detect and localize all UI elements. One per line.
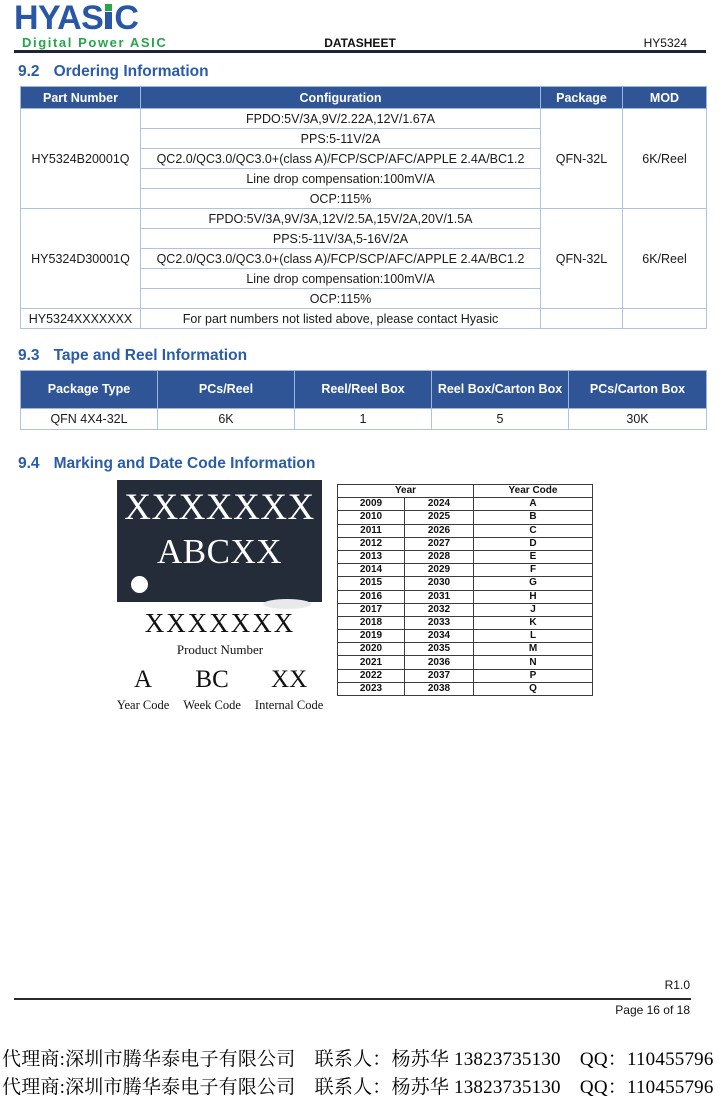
table-row: 2013 2028 E [338,550,593,563]
mod-cell: 6K/Reel [623,209,707,309]
config-cell: Line drop compensation:100mV/A [141,169,541,189]
doc-type-label: DATASHEET [324,36,396,50]
section-title-marking: 9.4 Marking and Date Code Information [18,455,316,472]
tape-header-row [21,371,707,409]
table-row: 2022 2037 P [338,669,593,682]
config-cell: FPDO:5V/3A,9V/2.22A,12V/1.67A [141,109,541,129]
hyasic-logo [14,1,138,35]
table-row: 2011 2026 C [338,524,593,537]
config-cell: OCP:115% [141,189,541,209]
chip-marking-line2: ABCXX [156,532,283,571]
empty-cell [541,309,623,329]
empty-cell [623,309,707,329]
ordering-table [20,86,707,329]
mod-cell: 6K/Reel [623,109,707,209]
col-package-type: Package Type [21,371,158,409]
col-package: Package [541,87,623,109]
logo-i-green-dot-icon [105,4,112,11]
table-row: 2021 2036 N [338,656,593,669]
section-title-ordering: 9.2 Ordering Information [18,63,209,80]
table-row [21,309,707,329]
marking-legend [104,608,336,713]
col-year-code: Year Code [474,485,593,498]
col-configuration: Configuration [141,87,541,109]
col-pcs-reel: PCs/Reel [158,371,295,409]
col-reel-box-carton: Reel Box/Carton Box [432,371,569,409]
table-row: 2015 2030 G [338,577,593,590]
product-number-label: Product Number [176,642,264,657]
year-code-group: A Year Code [116,666,170,712]
reel-reel-box-cell: 1 [295,409,432,430]
part-number-cell: HY5324B20001Q [21,109,141,209]
chip-marking-line1: XXXXXXX [124,487,315,528]
table-row: 2020 2035 M [338,643,593,656]
reel-box-carton-cell: 5 [432,409,569,430]
section-title-tape-reel: 9.3 Tape and Reel Information [18,347,248,364]
logo-i-stem [105,12,112,29]
part-number-cell: HY5324XXXXXXX [21,309,141,329]
table-row [21,109,707,129]
col-part-number: Part Number [21,87,141,109]
table-row: 2016 2031 H [338,590,593,603]
table-row: 2018 2033 K [338,616,593,629]
distributor-contact-line: 代理商:深圳市腾华泰电子有限公司 联系人：杨苏华 13823735130 QQ：110455796 [2,1049,714,1070]
part-number-header: HY5324 [643,36,687,50]
table-row: 2017 2032 J [338,603,593,616]
logo-i-glyph [105,4,112,29]
part-number-cell: HY5324D30001Q [21,209,141,309]
config-cell: PPS:5-11V/2A [141,129,541,149]
internal-code-group: XX Internal Code [254,666,324,712]
logo-subtitle: Digital Power ASIC [22,35,168,50]
package-cell: QFN-32L [541,109,623,209]
tape-reel-table [20,370,707,430]
header-divider [14,50,706,53]
table-row: 2010 2025 B [338,511,593,524]
col-mod: MOD [623,87,707,109]
chip-marking-image [117,480,322,602]
revision-label: R1.0 [664,978,690,992]
table-row: 2014 2029 F [338,564,593,577]
page-number: Page 16 of 18 [615,1003,690,1017]
table-row [21,209,707,229]
footer-divider [14,998,691,1000]
config-cell: Line drop compensation:100mV/A [141,269,541,289]
table-row: 2009 2024 A [338,498,593,511]
logo-text: HYAS C [14,0,139,37]
table-row: 2023 2038 Q [338,682,593,695]
date-code-breakdown [104,666,336,713]
col-reel-reel-box: Reel/Reel Box [295,371,432,409]
week-code-group: BC Week Code [183,666,241,712]
col-year: Year [338,485,474,498]
table-row: 2012 2027 D [338,537,593,550]
distributor-contact-line-clipped: 代理商:深圳市腾华泰电子有限公司 联系人：杨苏华 13823735130 QQ：110455796 [2,1077,714,1098]
table-row [21,409,707,430]
config-cell: QC2.0/QC3.0/QC3.0+(class A)/FCP/SCP/AFC/APPLE 2.4A/BC1.2 [141,149,541,169]
table-row: 2019 2034 L [338,630,593,643]
note-cell: For part numbers not listed above, please contact Hyasic [141,309,541,329]
ordering-header-row [21,87,707,109]
package-cell: QFN-32L [541,209,623,309]
config-cell: QC2.0/QC3.0/QC3.0+(class A)/FCP/SCP/AFC/APPLE 2.4A/BC1.2 [141,249,541,269]
pcs-carton-cell: 30K [569,409,707,430]
pin1-dot-icon [131,576,148,593]
product-number-value: XXXXXXX [144,608,296,638]
config-cell: FPDO:5V/3A,9V/3A,12V/2.5A,15V/2A,20V/1.5A [141,209,541,229]
year-table-header-row [338,485,593,498]
year-code-table [337,484,593,696]
col-pcs-carton: PCs/Carton Box [569,371,707,409]
config-cell: PPS:5-11V/3A,5-16V/2A [141,229,541,249]
config-cell: OCP:115% [141,289,541,309]
package-type-cell: QFN 4X4-32L [21,409,158,430]
pcs-reel-cell: 6K [158,409,295,430]
